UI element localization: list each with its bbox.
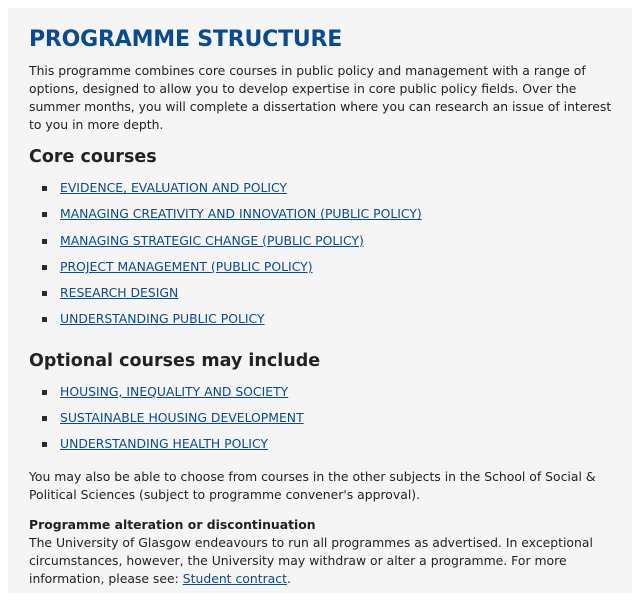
list-item — [42, 232, 612, 258]
list-item — [42, 179, 612, 205]
course-link-sustainable-housing[interactable]: SUSTAINABLE HOUSING DEVELOPMENT — [60, 410, 304, 426]
course-link-understanding-public-policy[interactable]: UNDERSTANDING PUBLIC POLICY — [60, 311, 265, 327]
bullet-icon — [42, 186, 47, 191]
bullet-icon — [42, 265, 47, 270]
core-courses-heading: Core courses — [29, 147, 157, 167]
course-link-evidence-evaluation-policy[interactable]: EVIDENCE, EVALUATION AND POLICY — [60, 180, 288, 195]
alteration-text — [29, 534, 612, 588]
course-link-housing-inequality[interactable]: HOUSING, INEQUALITY AND SOCIETY — [60, 383, 289, 399]
optional-courses-heading: Optional courses may include — [29, 350, 321, 371]
additional-courses-note: You may also be able to choose from courses in the other subjects in the School of Social & Political Sciences (subject to programme convener's approval). — [29, 468, 596, 502]
optional-courses-list — [29, 383, 612, 462]
bullet-icon — [42, 291, 47, 296]
list-item — [42, 258, 612, 284]
course-link-managing-strategic-change[interactable]: MANAGING STRATEGIC CHANGE (PUBLIC POLICY) — [60, 232, 364, 248]
course-link-research-design[interactable]: RESEARCH DESIGN — [60, 285, 179, 301]
alteration-body: The University of Glasgow endeavours to run all programmes as advertised. In exceptional circumstances, however, the University may withdraw or alter a programme. For more information, please see: — [29, 534, 593, 586]
course-link-managing-creativity[interactable]: MANAGING CREATIVITY AND INNOVATION (PUBLIC POLICY) — [60, 206, 422, 222]
bullet-icon — [42, 390, 47, 395]
list-item — [42, 383, 612, 409]
page-title: PROGRAMME STRUCTURE — [29, 27, 343, 52]
list-item — [42, 284, 612, 310]
list-item — [42, 205, 612, 231]
bullet-icon — [42, 416, 47, 421]
course-link-project-management[interactable]: PROJECT MANAGEMENT (PUBLIC POLICY) — [60, 258, 313, 274]
student-contract-link[interactable]: Student contract — [182, 570, 287, 586]
programme-structure-panel — [8, 8, 632, 593]
bullet-icon — [42, 239, 47, 244]
alteration-end: . — [286, 570, 291, 586]
course-link-understanding-health-policy[interactable]: UNDERSTANDING HEALTH POLICY — [60, 436, 268, 452]
bullet-icon — [42, 212, 47, 217]
list-item — [42, 310, 612, 336]
bullet-icon — [42, 317, 47, 322]
list-item — [42, 409, 612, 435]
intro-paragraph: This programme combines core courses in public policy and management with a range of options, designed to allow you to develop expertise in core public policy fields. Over the summer months, you will complete a dissertation where you can research an issue of interest to you in more depth. — [29, 63, 612, 132]
list-item — [42, 435, 612, 461]
bullet-icon — [42, 442, 47, 447]
alteration-title: Programme alteration or discontinuation — [29, 516, 316, 532]
core-courses-list — [29, 179, 612, 337]
